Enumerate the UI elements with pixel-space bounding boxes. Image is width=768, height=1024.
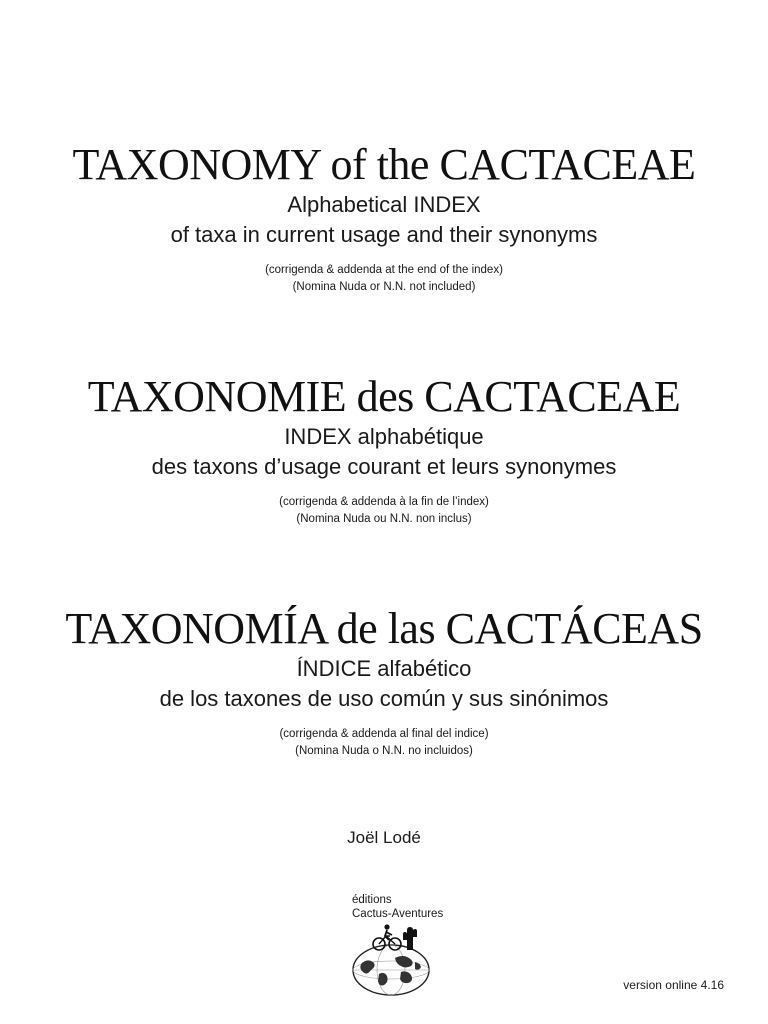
author-name: Joël Lodé xyxy=(347,828,421,847)
french-title: TAXONOMIE des CACTACEAE xyxy=(87,372,681,421)
version-label: version online 4.16 xyxy=(623,978,724,992)
publisher-line-name: Cactus-Aventures xyxy=(352,908,444,920)
globe-cyclist-cactus-logo-icon xyxy=(349,922,433,998)
english-subtitle: Alphabetical INDEX xyxy=(287,192,481,217)
spanish-title-block xyxy=(0,604,768,760)
english-notes xyxy=(0,262,768,296)
french-notes xyxy=(0,494,768,528)
spanish-notes xyxy=(0,726,768,760)
spanish-title: TAXONOMÍA de las CACTÁCEAS xyxy=(65,604,703,653)
french-description: des taxons d’usage courant et leurs synonymes xyxy=(151,454,617,479)
english-title: TAXONOMY of the CACTACEAE xyxy=(72,140,696,189)
spanish-description: de los taxones de uso común y sus sinónimos xyxy=(159,686,609,711)
english-description: of taxa in current usage and their synonyms xyxy=(170,222,598,247)
french-subtitle: INDEX alphabétique xyxy=(284,424,484,449)
publisher-line-editions: éditions xyxy=(352,894,392,906)
french-note-nomina-nuda: (Nomina Nuda ou N.N. non inclus) xyxy=(296,513,472,525)
french-note-corrigenda: (corrigenda & addenda à la fin de l’index) xyxy=(279,496,489,508)
spanish-note-corrigenda: (corrigenda & addenda al final del indice) xyxy=(279,728,489,740)
publisher-name xyxy=(352,893,443,921)
french-title-block xyxy=(0,372,768,528)
spanish-subtitle: ÍNDICE alfabético xyxy=(296,656,472,681)
english-note-corrigenda: (corrigenda & addenda at the end of the index) xyxy=(265,264,503,276)
english-note-nomina-nuda: (Nomina Nuda or N.N. not included) xyxy=(292,281,476,293)
english-title-block xyxy=(0,140,768,296)
spanish-note-nomina-nuda: (Nomina Nuda o N.N. no incluidos) xyxy=(295,745,473,757)
